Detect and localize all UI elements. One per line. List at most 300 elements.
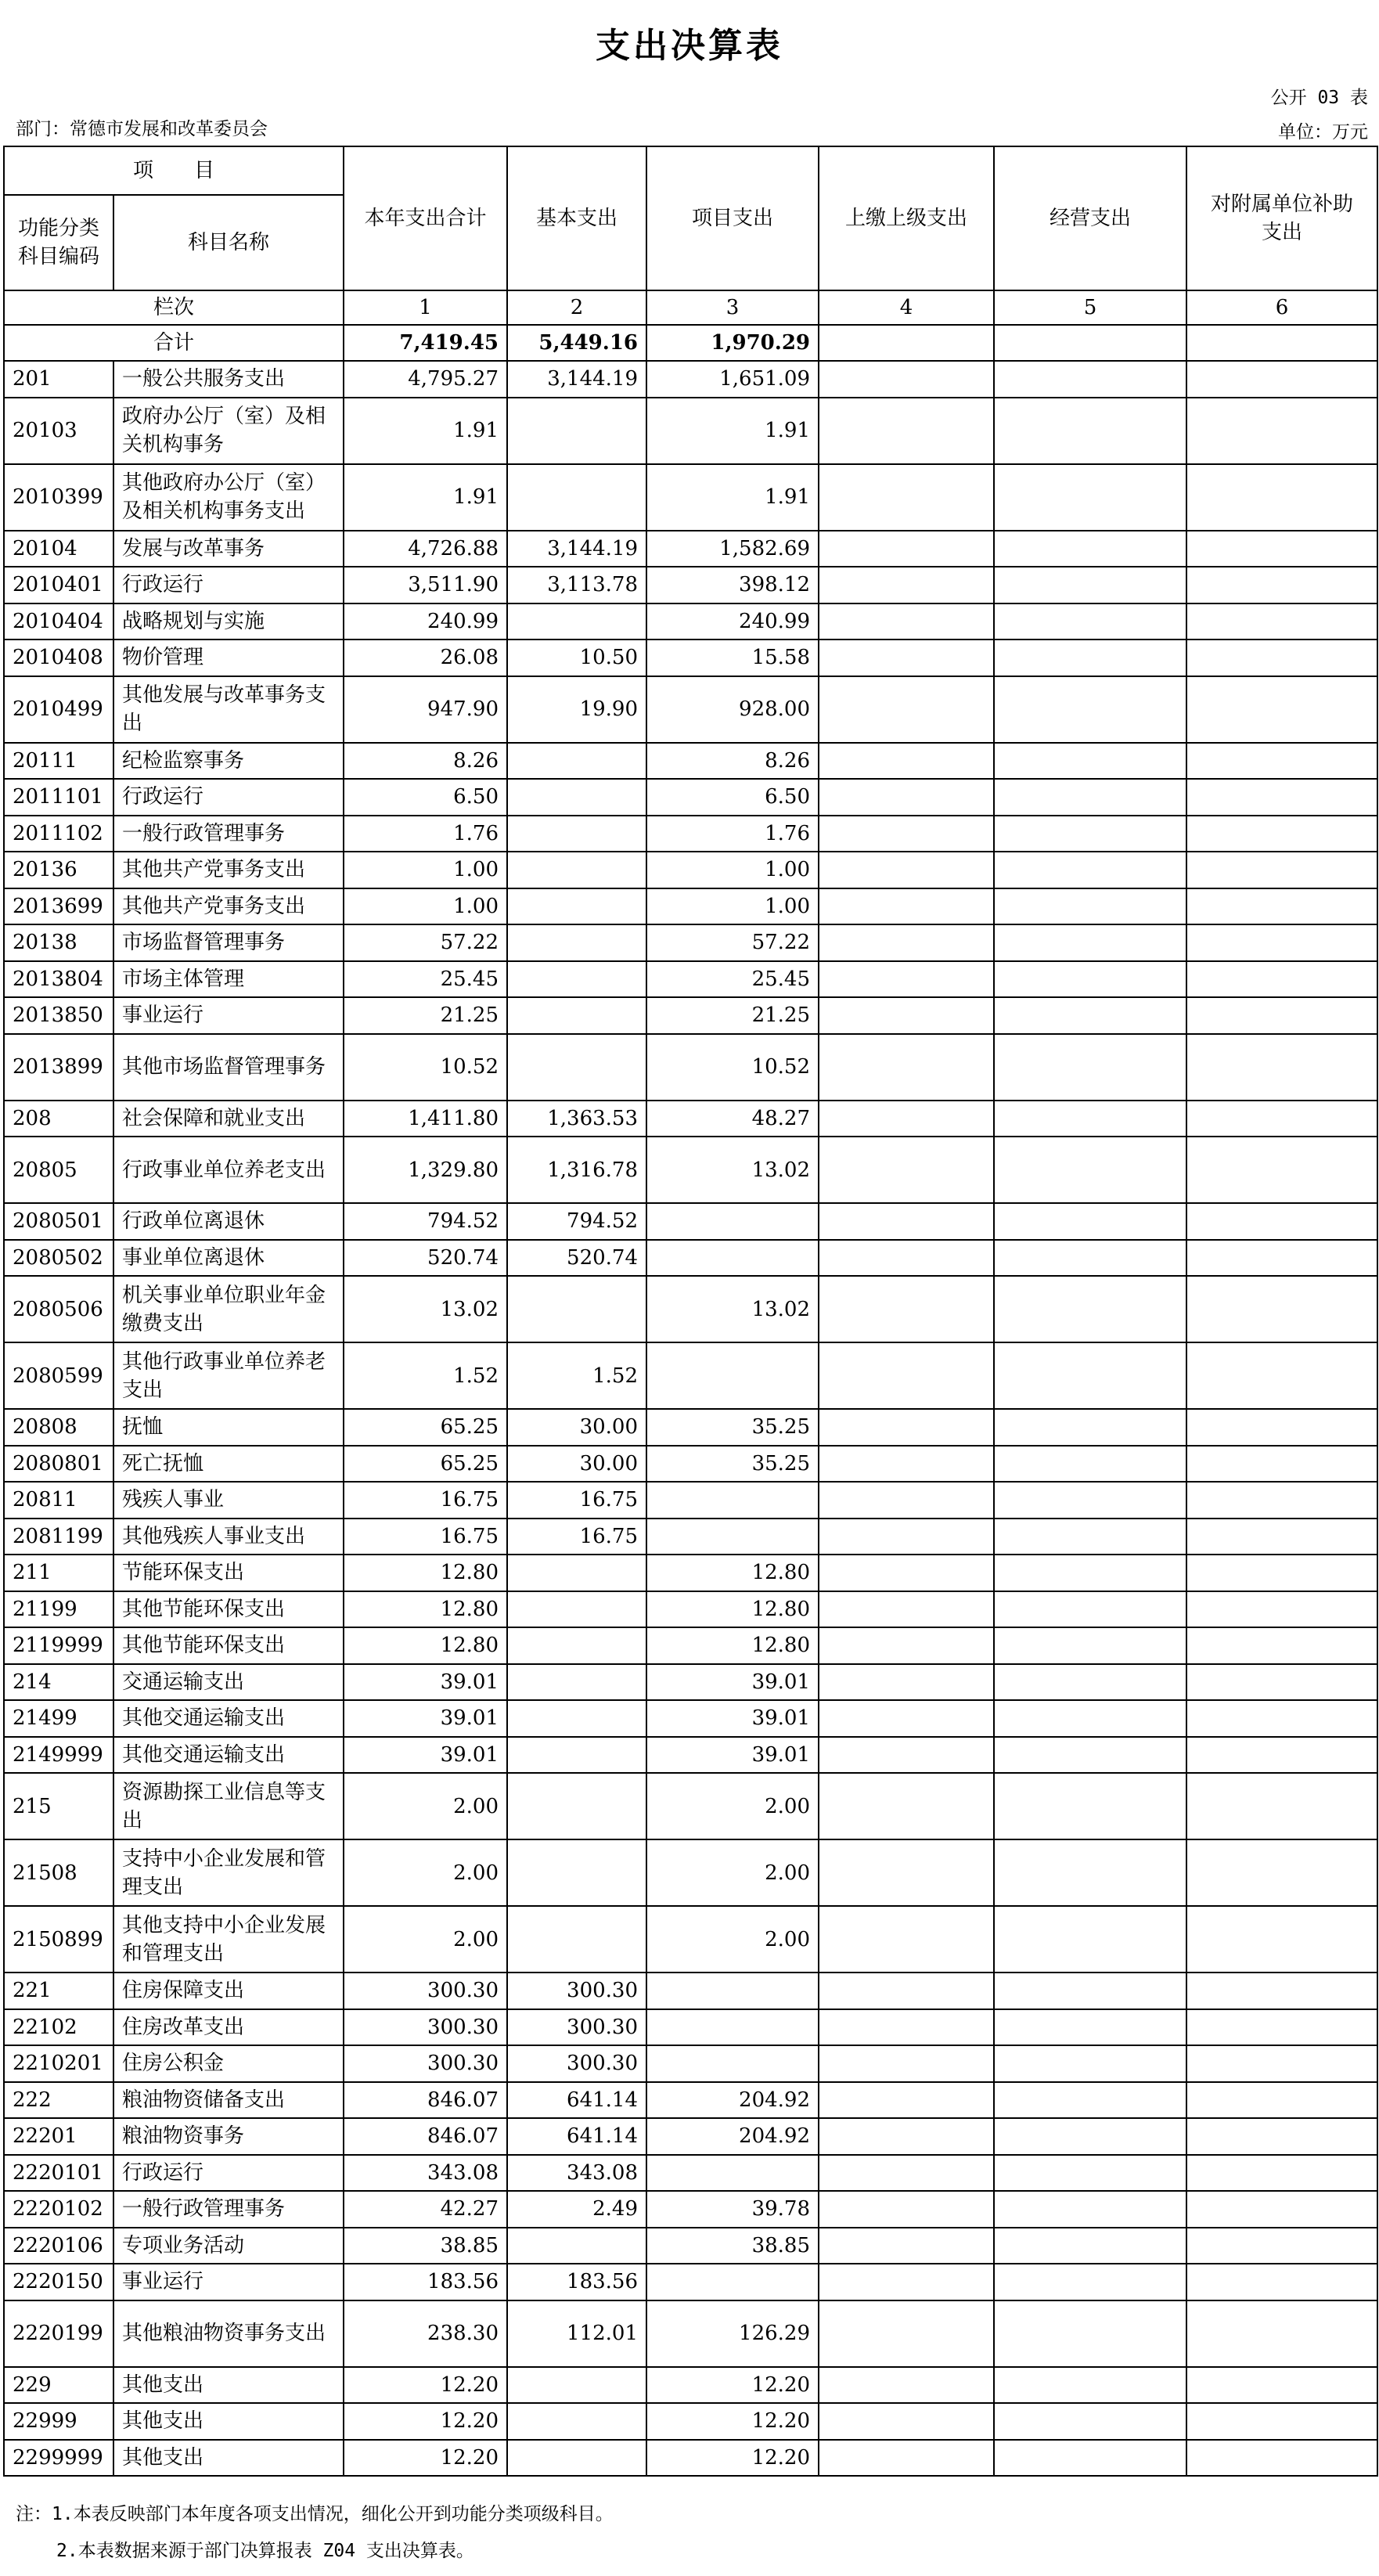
row-subject-name: 机关事业单位职业年金缴费支出 [113,1276,344,1342]
row-project: 6.50 [646,779,819,816]
header-row-1 [4,146,1377,195]
empty-cell [1186,1555,1377,1591]
empty-cell [994,961,1186,998]
row-basic: 300.30 [507,1973,646,2009]
empty-cell [819,779,994,816]
row-total: 6.50 [344,779,507,816]
row-basic: 1.52 [507,1342,646,1409]
row-code: 201 [4,361,113,398]
table-row [4,1773,1377,1839]
empty-cell [819,676,994,743]
row-code: 22999 [4,2403,113,2440]
row-code: 21499 [4,1700,113,1737]
row-subject-name: 其他交通运输支出 [113,1737,344,1774]
table-row [4,1664,1377,1701]
empty-cell [819,1664,994,1701]
row-code: 2081199 [4,1519,113,1555]
table-row [4,816,1377,852]
row-code: 2220102 [4,2191,113,2228]
row-total: 2.00 [344,1773,507,1839]
table-row [4,639,1377,676]
row-project: 2.00 [646,1906,819,1973]
empty-cell [1186,1773,1377,1839]
table-row [4,1737,1377,1774]
total-basic: 5,449.16 [507,325,646,361]
row-project: 39.78 [646,2191,819,2228]
empty-cell [819,1737,994,1774]
row-subject-name: 事业运行 [113,997,344,1034]
row-basic [507,1700,646,1737]
row-total: 8.26 [344,743,507,780]
row-total: 240.99 [344,603,507,640]
empty-cell [1186,1137,1377,1203]
empty-cell [1186,816,1377,852]
row-basic: 1,363.53 [507,1101,646,1137]
row-code: 20103 [4,398,113,464]
empty-cell [994,2191,1186,2228]
empty-cell [994,531,1186,567]
empty-cell [994,398,1186,464]
empty-cell [819,603,994,640]
empty-cell [819,1446,994,1483]
row-total: 12.20 [344,2403,507,2440]
row-project: 8.26 [646,743,819,780]
col-number: 6 [1186,290,1377,325]
header-basic: 基本支出 [507,146,646,290]
empty-cell [994,361,1186,398]
empty-cell [994,567,1186,603]
row-total: 520.74 [344,1240,507,1277]
table-row [4,1700,1377,1737]
empty-cell [819,1101,994,1137]
empty-cell [1186,2045,1377,2082]
row-basic [507,1839,646,1906]
row-project: 38.85 [646,2228,819,2264]
row-code: 22201 [4,2118,113,2155]
empty-cell [1186,743,1377,780]
empty-cell [994,888,1186,925]
row-project: 398.12 [646,567,819,603]
row-project: 10.52 [646,1034,819,1101]
row-basic: 641.14 [507,2082,646,2119]
row-subject-name: 其他节能环保支出 [113,1591,344,1628]
row-subject-name: 其他市场监督管理事务 [113,1034,344,1101]
table-row [4,2118,1377,2155]
row-total: 1.91 [344,398,507,464]
empty-cell [1186,1700,1377,1737]
row-project: 12.80 [646,1591,819,1628]
empty-cell [819,1627,994,1664]
empty-cell [819,398,994,464]
empty-cell [819,1240,994,1277]
row-project: 39.01 [646,1664,819,1701]
empty-cell [1186,639,1377,676]
row-basic: 16.75 [507,1482,646,1519]
row-total: 300.30 [344,2045,507,2082]
row-basic: 794.52 [507,1203,646,1240]
row-code: 2011101 [4,779,113,816]
row-project: 204.92 [646,2082,819,2119]
empty-cell [1186,1409,1377,1446]
row-total: 39.01 [344,1664,507,1701]
header-project: 项目支出 [646,146,819,290]
row-code: 2080506 [4,1276,113,1342]
empty-cell [994,2440,1186,2477]
row-project [646,1203,819,1240]
unit-label: 单位：万元 [1278,122,1368,142]
row-subject-name: 纪检监察事务 [113,743,344,780]
department-label: 部门：常德市发展和改革委员会 [16,119,268,139]
empty-cell [1186,2264,1377,2300]
table-row [4,1276,1377,1342]
empty-cell [819,816,994,852]
row-basic [507,888,646,925]
empty-cell [994,1973,1186,2009]
row-total: 12.80 [344,1555,507,1591]
row-code: 2013850 [4,997,113,1034]
empty-cell [1186,2082,1377,2119]
empty-cell [819,1137,994,1203]
empty-cell [1186,676,1377,743]
col-number: 1 [344,290,507,325]
row-project: 12.20 [646,2403,819,2440]
row-subject-name: 交通运输支出 [113,1664,344,1701]
row-code: 221 [4,1973,113,2009]
empty-cell [994,1276,1186,1342]
empty-cell [994,1519,1186,1555]
row-total: 1.91 [344,464,507,531]
empty-cell [1186,2118,1377,2155]
empty-cell [819,325,994,361]
row-project: 57.22 [646,924,819,961]
row-basic: 19.90 [507,676,646,743]
empty-cell [1186,1276,1377,1342]
row-project [646,2009,819,2046]
table-row [4,2300,1377,2367]
row-basic [507,779,646,816]
empty-cell [1186,1591,1377,1628]
empty-cell [819,1203,994,1240]
row-total: 2.00 [344,1839,507,1906]
row-project: 13.02 [646,1137,819,1203]
row-code: 22102 [4,2009,113,2046]
row-project: 13.02 [646,1276,819,1342]
row-basic: 10.50 [507,639,646,676]
empty-cell [994,924,1186,961]
row-subject-name: 战略规划与实施 [113,603,344,640]
row-project [646,1973,819,2009]
empty-cell [819,639,994,676]
empty-cell [819,1591,994,1628]
note-2: 2.本表数据来源于部门决算报表 Z04 支出决算表。 [56,2541,474,2561]
empty-cell [994,1664,1186,1701]
row-subject-name: 其他支出 [113,2440,344,2477]
row-project: 48.27 [646,1101,819,1137]
empty-cell [819,743,994,780]
row-project: 928.00 [646,676,819,743]
table-row [4,603,1377,640]
row-total: 42.27 [344,2191,507,2228]
empty-cell [994,1446,1186,1483]
row-code: 2010499 [4,676,113,743]
empty-cell [1186,1519,1377,1555]
row-total: 12.80 [344,1591,507,1628]
row-total: 343.08 [344,2155,507,2192]
row-subject-name: 行政单位离退休 [113,1203,344,1240]
empty-cell [1186,2009,1377,2046]
row-code: 20805 [4,1137,113,1203]
table-row [4,2440,1377,2477]
row-total: 1.76 [344,816,507,852]
row-basic: 112.01 [507,2300,646,2367]
table-row [4,2228,1377,2264]
empty-cell [819,567,994,603]
table-row [4,464,1377,531]
row-total: 1.00 [344,888,507,925]
row-basic [507,603,646,640]
empty-cell [994,1240,1186,1277]
row-project: 15.58 [646,639,819,676]
col-number: 2 [507,290,646,325]
table-row [4,1034,1377,1101]
row-project [646,1240,819,1277]
row-project: 25.45 [646,961,819,998]
table-row [4,852,1377,888]
row-total: 16.75 [344,1519,507,1555]
col-number: 5 [994,290,1186,325]
empty-cell [1186,398,1377,464]
empty-cell [994,2264,1186,2300]
empty-cell [994,1700,1186,1737]
row-total: 10.52 [344,1034,507,1101]
empty-cell [994,743,1186,780]
empty-cell [1186,1906,1377,1973]
empty-cell [819,1555,994,1591]
row-basic: 2.49 [507,2191,646,2228]
empty-cell [819,2118,994,2155]
row-total: 3,511.90 [344,567,507,603]
table-row [4,743,1377,780]
row-total: 12.20 [344,2440,507,2477]
table-row [4,961,1377,998]
empty-cell [994,464,1186,531]
empty-cell [819,2228,994,2264]
table-row [4,1555,1377,1591]
row-project: 1.91 [646,464,819,531]
empty-cell [819,924,994,961]
header-total: 本年支出合计 [344,146,507,290]
row-subject-name: 住房保障支出 [113,1973,344,2009]
row-subject-name: 其他粮油物资事务支出 [113,2300,344,2367]
empty-cell [1186,2191,1377,2228]
row-total: 846.07 [344,2118,507,2155]
row-subject-name: 市场主体管理 [113,961,344,998]
empty-cell [994,1137,1186,1203]
row-code: 229 [4,2367,113,2404]
table-row [4,1519,1377,1555]
table-row [4,2082,1377,2119]
table-row [4,398,1377,464]
row-total: 1.52 [344,1342,507,1409]
empty-cell [1186,1240,1377,1277]
empty-cell [1186,1973,1377,2009]
col-row-label: 栏次 [4,290,344,325]
row-total: 1.00 [344,852,507,888]
empty-cell [994,2155,1186,2192]
row-basic: 16.75 [507,1519,646,1555]
empty-cell [819,531,994,567]
total-row [4,325,1377,361]
row-subject-name: 行政事业单位养老支出 [113,1137,344,1203]
empty-cell [819,464,994,531]
row-total: 4,795.27 [344,361,507,398]
row-project: 1.00 [646,852,819,888]
empty-cell [1186,464,1377,531]
table-row [4,531,1377,567]
header-upper: 上缴上级支出 [819,146,994,290]
row-subject-name: 一般行政管理事务 [113,816,344,852]
row-code: 2080501 [4,1203,113,1240]
row-project: 21.25 [646,997,819,1034]
row-project: 204.92 [646,2118,819,2155]
row-basic: 30.00 [507,1409,646,1446]
row-code: 20104 [4,531,113,567]
empty-cell [1186,361,1377,398]
row-code: 2013699 [4,888,113,925]
row-project [646,2264,819,2300]
empty-cell [994,1737,1186,1774]
empty-cell [1186,2367,1377,2404]
row-code: 211 [4,1555,113,1591]
empty-cell [1186,603,1377,640]
row-subject-name: 其他支持中小企业发展和管理支出 [113,1906,344,1973]
empty-cell [994,1773,1186,1839]
row-code: 20111 [4,743,113,780]
empty-cell [994,1409,1186,1446]
row-basic: 520.74 [507,1240,646,1277]
table-row [4,2367,1377,2404]
table-row [4,676,1377,743]
empty-cell [994,2228,1186,2264]
row-code: 2013804 [4,961,113,998]
empty-cell [819,2367,994,2404]
row-total: 39.01 [344,1700,507,1737]
empty-cell [819,2045,994,2082]
row-code: 21199 [4,1591,113,1628]
row-basic: 300.30 [507,2009,646,2046]
row-basic [507,2228,646,2264]
empty-cell [819,1773,994,1839]
empty-cell [994,1906,1186,1973]
row-project: 1.00 [646,888,819,925]
row-project [646,1482,819,1519]
row-total: 300.30 [344,1973,507,2009]
row-total: 12.80 [344,1627,507,1664]
row-subject-name: 节能环保支出 [113,1555,344,1591]
row-code: 2299999 [4,2440,113,2477]
row-project: 39.01 [646,1700,819,1737]
empty-cell [819,1906,994,1973]
row-basic: 3,144.19 [507,361,646,398]
empty-cell [994,2367,1186,2404]
row-basic [507,1555,646,1591]
row-project: 1,651.09 [646,361,819,398]
row-project: 39.01 [646,1737,819,1774]
row-total: 183.56 [344,2264,507,2300]
empty-cell [1186,2403,1377,2440]
table-row [4,1446,1377,1483]
table-row [4,567,1377,603]
row-subject-name: 一般公共服务支出 [113,361,344,398]
empty-cell [994,2045,1186,2082]
empty-cell [1186,2155,1377,2192]
empty-cell [819,1700,994,1737]
row-code: 2013899 [4,1034,113,1101]
row-code: 2210201 [4,2045,113,2082]
row-project [646,1519,819,1555]
table-row [4,1839,1377,1906]
header-func-code: 功能分类 科目编码 [4,195,113,290]
row-basic [507,398,646,464]
row-basic: 3,144.19 [507,531,646,567]
row-total: 65.25 [344,1446,507,1483]
row-basic [507,1773,646,1839]
row-basic [507,1591,646,1628]
table-row [4,1101,1377,1137]
row-total: 1,329.80 [344,1137,507,1203]
empty-cell [819,1034,994,1101]
row-total: 21.25 [344,997,507,1034]
row-subject-name: 行政运行 [113,2155,344,2192]
row-total: 57.22 [344,924,507,961]
empty-cell [819,2300,994,2367]
empty-cell [1186,1203,1377,1240]
row-total: 947.90 [344,676,507,743]
empty-cell [994,325,1186,361]
row-basic [507,1276,646,1342]
table-row [4,1973,1377,2009]
table-row [4,779,1377,816]
empty-cell [994,816,1186,852]
row-basic [507,816,646,852]
empty-cell [994,2300,1186,2367]
row-project: 12.80 [646,1555,819,1591]
row-code: 2010404 [4,603,113,640]
row-project: 35.25 [646,1446,819,1483]
row-total: 26.08 [344,639,507,676]
table-row [4,1342,1377,1409]
empty-cell [1186,2440,1377,2477]
empty-cell [994,2009,1186,2046]
row-subject-name: 死亡抚恤 [113,1446,344,1483]
row-code: 2220101 [4,2155,113,2192]
empty-cell [994,603,1186,640]
row-code: 20811 [4,1482,113,1519]
row-project: 1.76 [646,816,819,852]
row-project: 1,582.69 [646,531,819,567]
empty-cell [994,2403,1186,2440]
header-operation: 经营支出 [994,146,1186,290]
row-code: 2010399 [4,464,113,531]
row-total: 846.07 [344,2082,507,2119]
empty-cell [1186,924,1377,961]
row-subject-name: 住房公积金 [113,2045,344,2082]
row-project: 12.80 [646,1627,819,1664]
empty-cell [819,1482,994,1519]
expenditure-table [3,146,1378,2477]
empty-cell [819,2082,994,2119]
empty-cell [1186,1034,1377,1101]
